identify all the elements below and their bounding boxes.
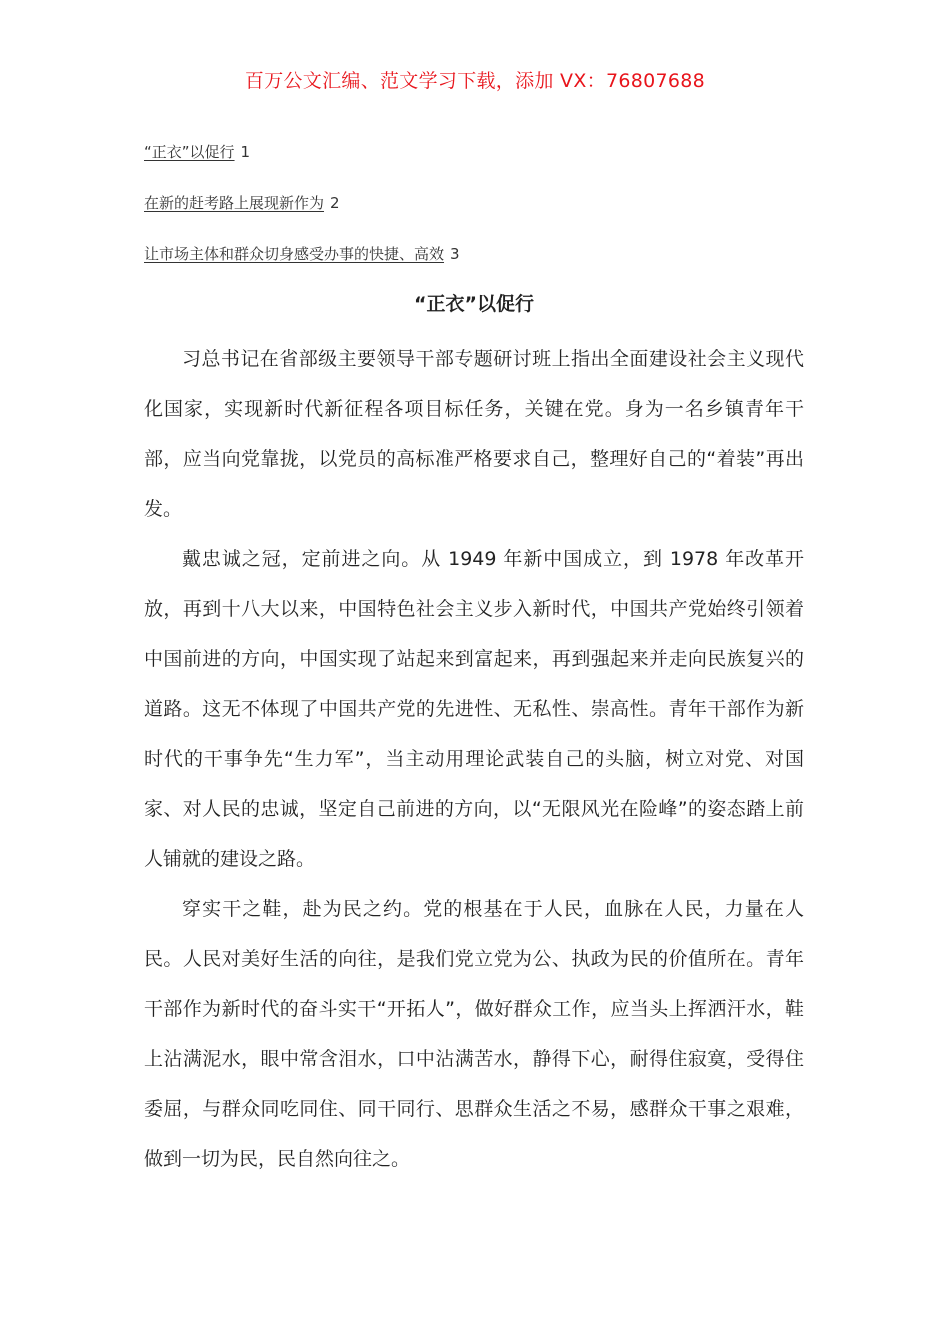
toc-link-1[interactable]: “正衣”以促行 bbox=[144, 143, 235, 161]
table-of-contents bbox=[144, 141, 804, 294]
article-paragraph: 习总书记在省部级主要领导干部专题研讨班上指出全面建设社会主义现代化国家，实现新时代新征程各项目标任务，关键在党。身为一名乡镇青年干部，应当向党靠拢，以党员的高标准严格要求自己，整理好自己的“着装”再出发。 bbox=[144, 348, 804, 520]
toc-page-number: 1 bbox=[240, 143, 251, 161]
article bbox=[144, 284, 804, 1184]
toc-page-number: 3 bbox=[450, 245, 460, 263]
toc-item bbox=[144, 141, 804, 192]
article-title: “正衣”以促行 bbox=[414, 293, 534, 315]
toc-item bbox=[144, 192, 804, 243]
article-paragraph: 穿实干之鞋，赴为民之约。党的根基在于人民，血脉在人民，力量在人民。人民对美好生活的向往，是我们党立党为公、执政为民的价值所在。青年干部作为新时代的奋斗实干“开拓人”，做好群众工作，应当头上挥洒汗水，鞋上沾满泥水，眼中常含泪水，口中沾满苦水，静得下心，耐得住寂寞，受得住委屈，与群众同吃同住、同干同行、思群众生活之不易，感群众干事之艰难，做到一切为民，民自然向往之。 bbox=[144, 898, 804, 1170]
toc-link-2[interactable]: 在新的赶考路上展现新作为 bbox=[144, 194, 325, 212]
header-banner: 百万公文汇编、范文学习下载，添加 VX：76807688 bbox=[244, 70, 706, 92]
toc-link-3[interactable]: 让市场主体和群众切身感受办事的快捷、高效 bbox=[144, 245, 445, 263]
toc-page-number: 2 bbox=[330, 194, 340, 212]
article-paragraph: 戴忠诚之冠，定前进之向。从 1949 年新中国成立，到 1978 年改革开放，再到十八大以来，中国特色社会主义步入新时代，中国共产党始终引领着中国前进的方向，中国实现了站起来到富起来，再到强起来并走向民族复兴的道路。这无不体现了中国共产党的先进性、无私性、崇高性。青年干部作为新时代的干事争先“生力军”，当主动用理论武装自己的头脑，树立对党、对国家、对人民的忠诚，坚定自己前进的方向，以“无限风光在险峰”的姿态踏上前人铺就的建设之路。 bbox=[144, 548, 804, 870]
